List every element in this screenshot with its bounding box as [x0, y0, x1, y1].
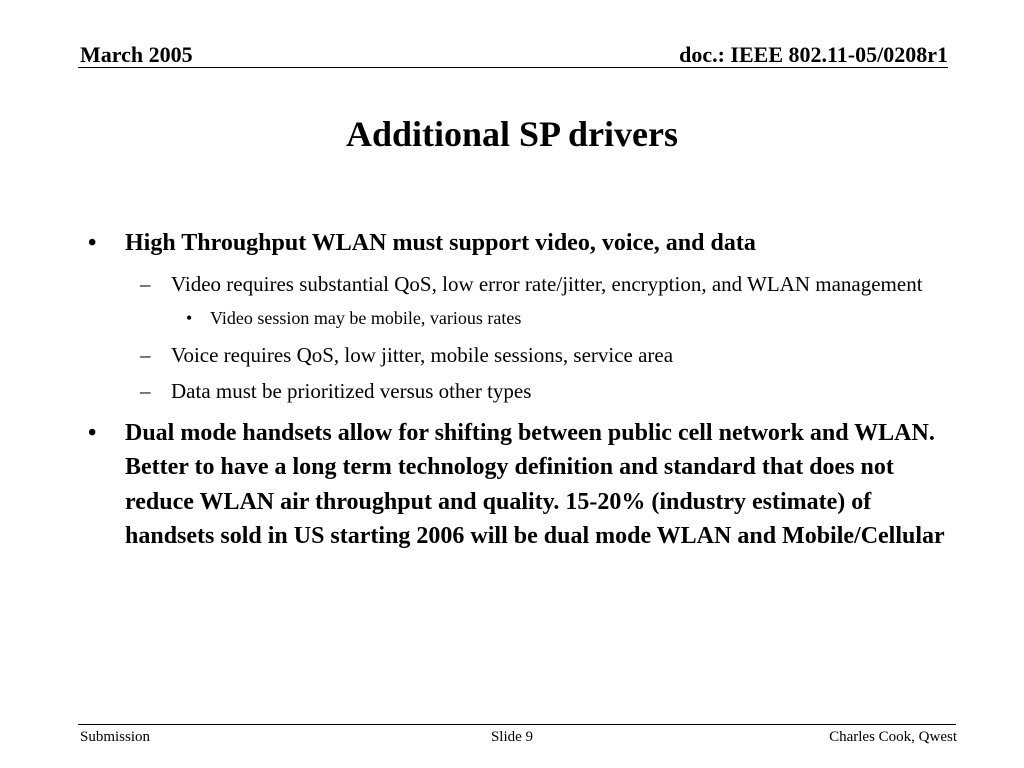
sub-bullet-item: [0, 340, 1024, 370]
header-divider: [78, 67, 948, 68]
slide-number: Slide 9: [490, 729, 534, 745]
sub-bullet-text: Data must be prioritized versus other types: [171, 378, 532, 403]
footer-author: Charles Cook, Qwest: [829, 729, 957, 745]
bullet-item: [0, 226, 1024, 261]
header-doc-id: doc.: IEEE 802.11-05/0208r1: [679, 42, 948, 67]
bullet-text: High Throughput WLAN must support video, voice, and data: [125, 230, 756, 256]
footer-divider: [78, 724, 956, 725]
footer-submission: Submission: [80, 729, 151, 745]
bullet-marker: •: [186, 307, 193, 328]
dash-marker: –: [140, 342, 151, 367]
bullet-marker: •: [88, 419, 97, 446]
bullet-text: Dual mode handsets allow for shifting between public cell network and WLAN. Better to have a long term technology definition and standard that does not reduce WLAN air throughput and quality. 15-20% (industry estimate) of handsets sold in US starting 2006 will be dual mode WLAN and Mobile/Cellular: [125, 419, 945, 549]
dash-marker: –: [140, 271, 151, 296]
sub-sub-bullet-item: [0, 305, 1024, 331]
sub-bullet-item: [0, 376, 1024, 406]
slide-body: [0, 226, 1024, 554]
slide-title: Additional SP drivers: [345, 114, 679, 154]
bullet-item: [0, 416, 1024, 554]
sub-bullet-text: Video requires substantial QoS, low error rate/jitter, encryption, and WLAN management: [171, 271, 923, 296]
bullet-marker: •: [88, 230, 97, 256]
dash-marker: –: [140, 378, 151, 403]
header-date: March 2005: [80, 42, 193, 67]
sub-bullet-text: Voice requires QoS, low jitter, mobile sessions, service area: [171, 342, 674, 367]
sub-sub-bullet-text: Video session may be mobile, various rates: [210, 307, 522, 328]
sub-bullet-item: [0, 269, 1024, 299]
